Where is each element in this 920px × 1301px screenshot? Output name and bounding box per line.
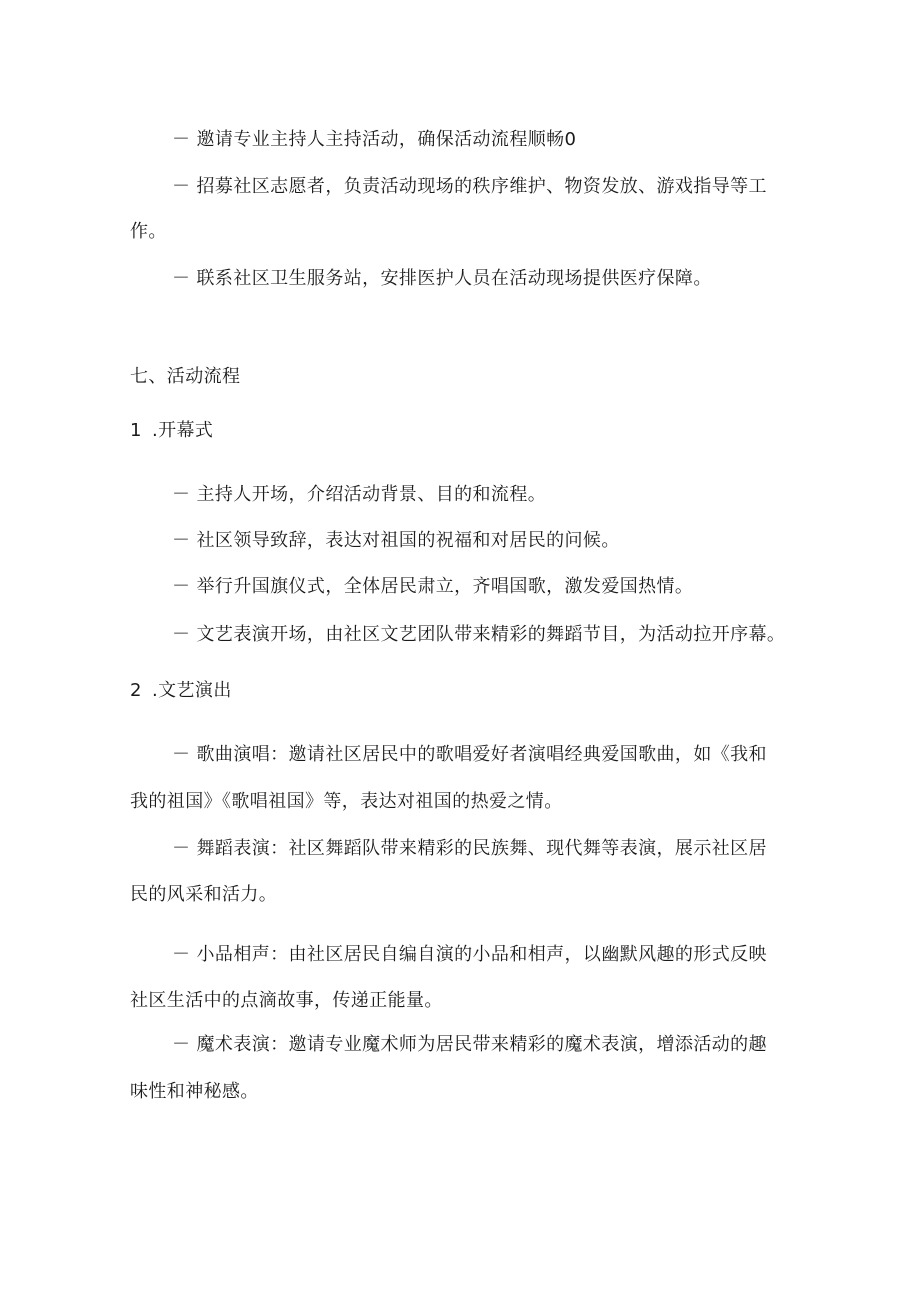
section-title: 七、活动流程 <box>130 366 241 387</box>
list-item: － 社区领导致辞，表达对祖国的祝福和对居民的问候。 <box>172 530 620 551</box>
subsection-1-label: .开幕式 <box>152 420 214 441</box>
list-item-cont: 民的风采和活力。 <box>130 884 278 905</box>
subsection-2-number: 2 <box>130 680 142 701</box>
list-item: － 舞蹈表演：社区舞蹈队带来精彩的民族舞、现代舞等表演，展示社区居 <box>172 838 767 859</box>
list-item: － 歌曲演唱：邀请社区居民中的歌唱爱好者演唱经典爱国歌曲，如《我和 <box>172 744 767 765</box>
list-item: － 小品相声：由社区居民自编自演的小品和相声，以幽默风趣的形式反映 <box>172 944 767 965</box>
list-item-cont: 社区生活中的点滴故事，传递正能量。 <box>130 990 443 1011</box>
subsection-2-title <box>130 678 232 704</box>
list-item-cont: 味性和神秘感。 <box>130 1081 259 1102</box>
subsection-2-label: .文艺演出 <box>152 680 232 701</box>
bullet-volunteers: － 招募社区志愿者，负责活动现场的秩序维护、物资发放、游戏指导等工 <box>172 176 767 197</box>
list-item: － 举行升国旗仪式，全体居民肃立，齐唱国歌，激发爱国热情。 <box>172 576 694 597</box>
bullet-volunteers-cont: 作。 <box>130 221 167 242</box>
bullet-medical: － 联系社区卫生服务站，安排医护人员在活动现场提供医疗保障。 <box>172 268 712 289</box>
list-item: － 文艺表演开场，由社区文艺团队带来精彩的舞蹈节目，为活动拉开序幕。 <box>172 624 786 645</box>
subsection-1-number: 1 <box>130 420 142 441</box>
list-item: － 主持人开场，介绍活动背景、目的和流程。 <box>172 484 547 505</box>
bullet-host: － 邀请专业主持人主持活动，确保活动流程顺畅0 <box>172 129 577 150</box>
list-item: － 魔术表演：邀请专业魔术师为居民带来精彩的魔术表演，增添活动的趣 <box>172 1034 767 1055</box>
list-item-cont: 我的祖国》《歌唱祖国》等，表达对祖国的热爱之情。 <box>130 791 563 812</box>
subsection-1-title <box>130 418 213 444</box>
